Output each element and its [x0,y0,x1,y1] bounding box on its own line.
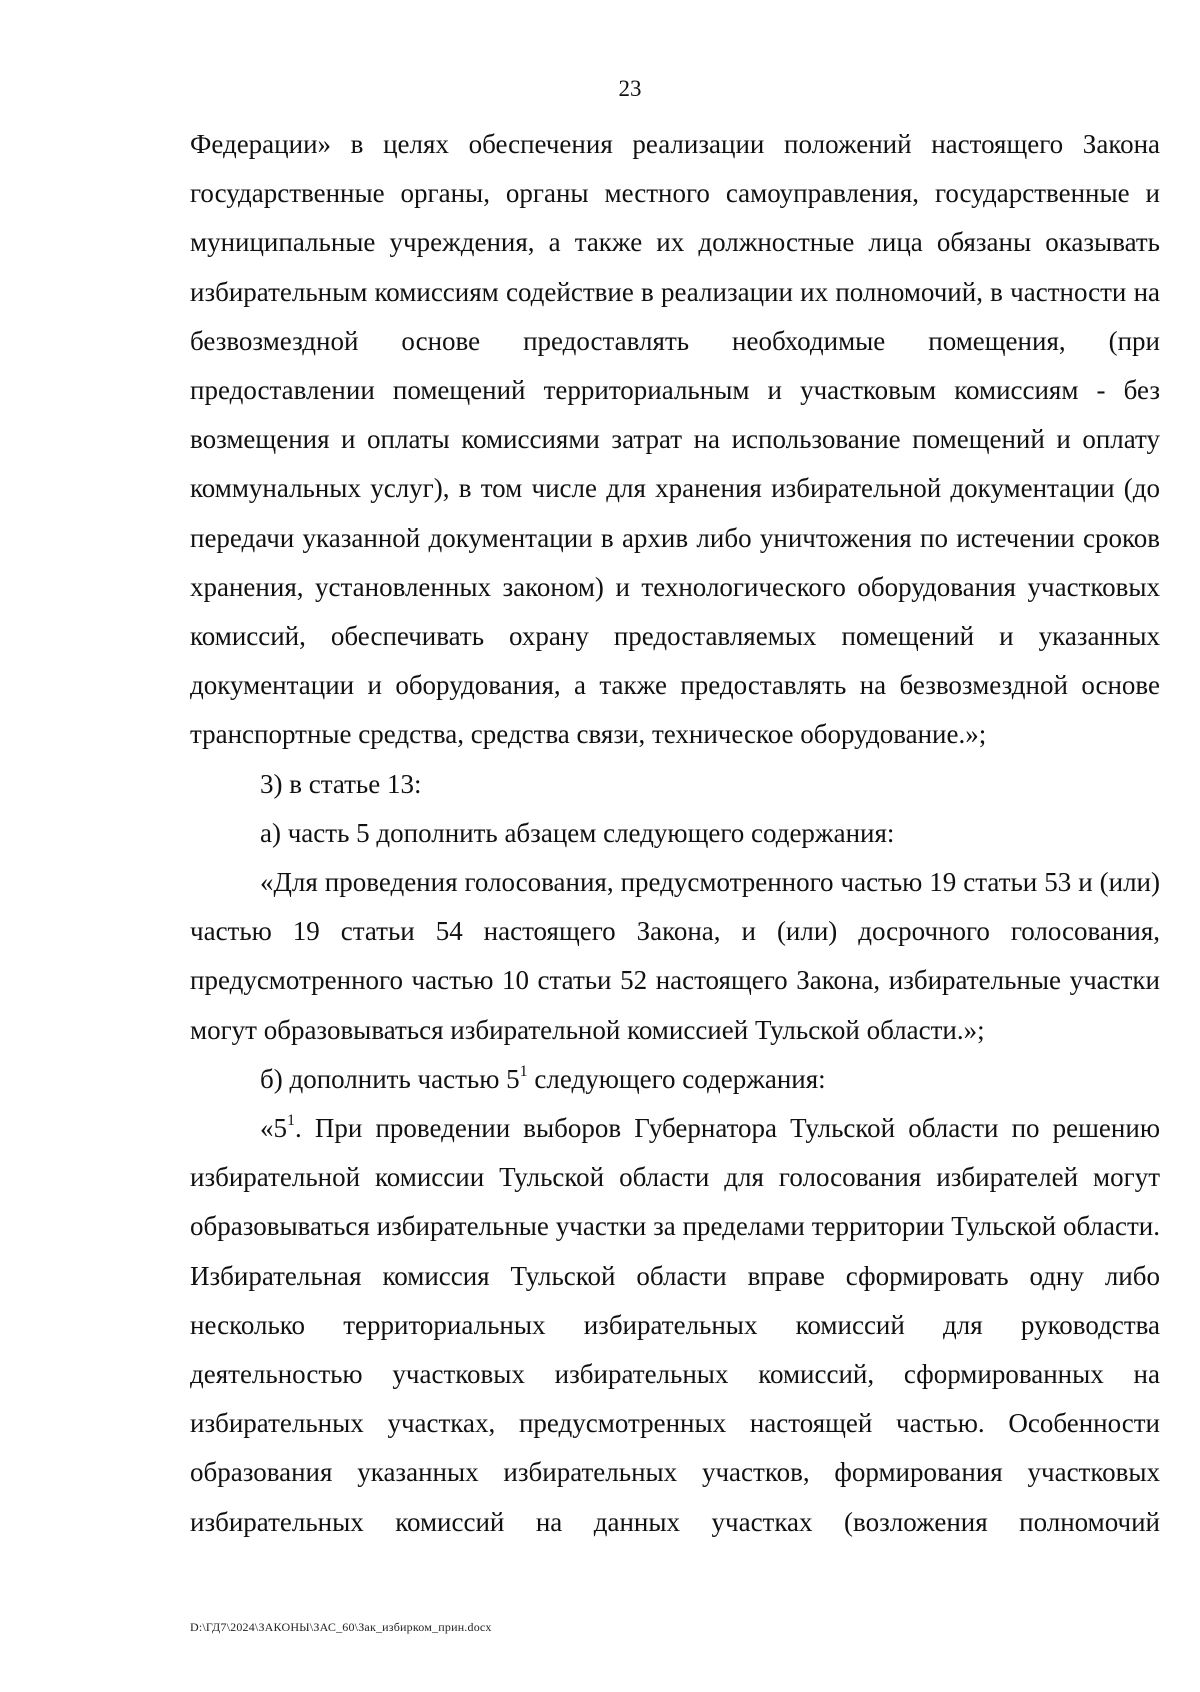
page-number: 23 [618,76,642,101]
paragraph-continuation: Федерации» в целях обеспечения реализации положений настоящего Закона государственные органы, органы местного самоуправления, государственные и муниципальные учреждения, а также их должностные лица обязаны оказывать избирательным комиссиям содействие в реализации их полномочий, в частности на безвозмездной основе предоставлять необходимые помещения, (при предоставлении помещений территориальным и участковым комиссиям - без возмещения и оплаты комиссиями затрат на использование помещений и оплату коммунальных услуг), в том числе для хранения избирательной документации (до передачи указанной документации в архив либо уничтожения по истечении сроков хранения, установленных законом) и технологического оборудования участковых комиссий, обеспечивать охрану предоставляемых помещений и указанных документации и оборудования, а также предоставлять на безвозмездной основе транспортные средства, средства связи, техническое оборудование.»; [190,129,1160,750]
paragraph-item-a: а) часть 5 дополнить абзацем следующего содержания: [260,817,895,848]
item-b-text: б) дополнить частью 5 [260,1063,520,1094]
paragraph-part-5-1 [190,1104,1160,1547]
footer-file-path: D:\ГД7\2024\ЗАКОНЫ\ЗАС_60\Зак_избирком_прин.docx [190,1620,492,1634]
paragraph-item-b [190,1055,1160,1104]
paragraph-quote-voting: «Для проведения голосования, предусмотренного частью 19 статьи 53 и (или) частью 19 статьи 54 настоящего Закона, и (или) досрочного голосования, предусмотренного частью 10 статьи 52 настоящего Закона, избирательные участки могут образовываться избирательной комиссией Тульской области.»; [190,867,1160,1045]
part-5-1-text: . При проведении выборов Губернатора Тульской области по решению избирательной комиссии Тульской области для голосования избирателей могут образовываться избирательные участки за пределами территории Тульской области. Избирательная комиссия Тульской области вправе сформировать одну либо несколько территориальных избирательных комиссий для руководства деятельностью участковых избирательных комиссий, сформированных на избирательных участках, предусмотренных настоящей частью. Особенности образования указанных избирательных участков, формирования участковых избирательных комиссий на данных участках (возложения полномочий [190,1113,1160,1537]
superscript: 1 [519,1062,528,1080]
part-5-1-number: «5 [260,1113,287,1144]
paragraph-article-13: 3) в статье 13: [260,768,422,799]
superscript: 1 [287,1112,295,1130]
item-b-text-end: следующего содержания: [527,1063,826,1094]
document-body [190,120,1160,1547]
